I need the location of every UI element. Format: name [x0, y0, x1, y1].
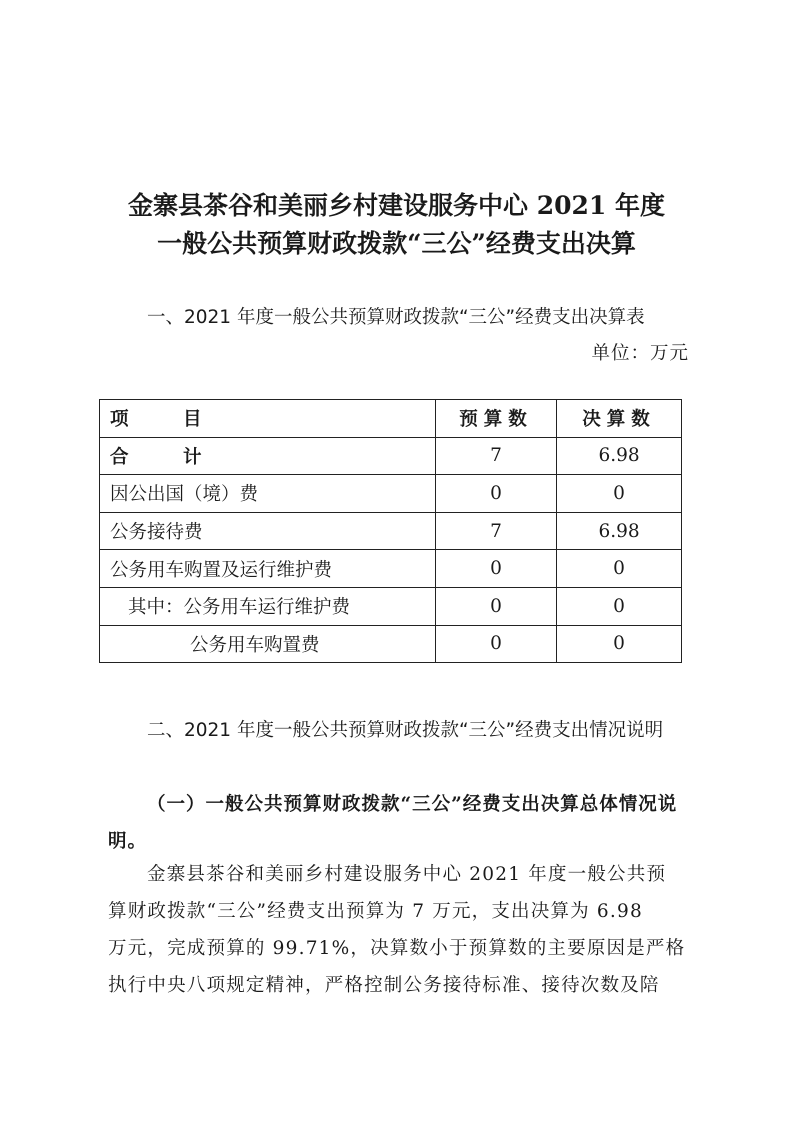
table-row — [100, 437, 682, 475]
document-title-line1: 金寨县茶谷和美丽乡村建设服务中心 2021 年度 — [128, 191, 665, 220]
row-final: 6.98 — [557, 512, 682, 550]
section2-heading: 二、2021 年度一般公共预算财政拨款“三公”经费支出情况说明 — [147, 720, 664, 741]
row-final: 0 — [557, 550, 682, 588]
budget-table — [99, 399, 682, 663]
document-title-line2: 一般公共预算财政拨款“三公”经费支出决算 — [157, 229, 636, 258]
row-budget: 7 — [435, 512, 556, 550]
section1-heading: 一、2021 年度一般公共预算财政拨款“三公”经费支出决算表 — [147, 307, 645, 328]
row-budget: 0 — [435, 625, 556, 663]
row-item: 因公出国（境）费 — [100, 475, 436, 513]
row-final: 0 — [557, 587, 682, 625]
header-final: 决算数 — [557, 400, 682, 438]
body-line: 金寨县茶谷和美丽乡村建设服务中心 2021 年度一般公共预 — [147, 864, 667, 885]
header-budget: 预算数 — [435, 400, 556, 438]
row-item: 其中：公务用车运行维护费 — [100, 587, 436, 625]
row-budget: 0 — [435, 550, 556, 588]
body-line: 算财政拨款“三公”经费支出预算为 7 万元，支出决算为 6.98 — [108, 901, 643, 922]
subsection1-heading: （一）一般公共预算财政拨款“三公”经费支出决算总体情况说明。 — [108, 794, 678, 852]
row-budget: 0 — [435, 587, 556, 625]
row-final: 0 — [557, 625, 682, 663]
table-header-row — [100, 400, 682, 438]
table-row — [100, 587, 682, 625]
row-item: 公务用车购置及运行维护费 — [100, 550, 436, 588]
header-item: 项 目 — [100, 400, 436, 438]
row-item: 公务接待费 — [100, 512, 436, 550]
row-item: 公务用车购置费 — [100, 625, 436, 663]
row-final: 0 — [557, 475, 682, 513]
row-budget: 7 — [435, 437, 556, 475]
table-row — [100, 550, 682, 588]
row-item: 合 计 — [100, 437, 436, 475]
body-line: 万元，完成预算的 99.71%，决算数小于预算数的主要原因是严格 — [108, 938, 686, 959]
row-final: 6.98 — [557, 437, 682, 475]
table-row — [100, 625, 682, 663]
table-row — [100, 475, 682, 513]
row-budget: 0 — [435, 475, 556, 513]
body-line: 执行中央八项规定精神，严格控制公务接待标准、接待次数及陪 — [108, 975, 660, 996]
unit-label: 单位：万元 — [591, 343, 689, 364]
table-row — [100, 512, 682, 550]
